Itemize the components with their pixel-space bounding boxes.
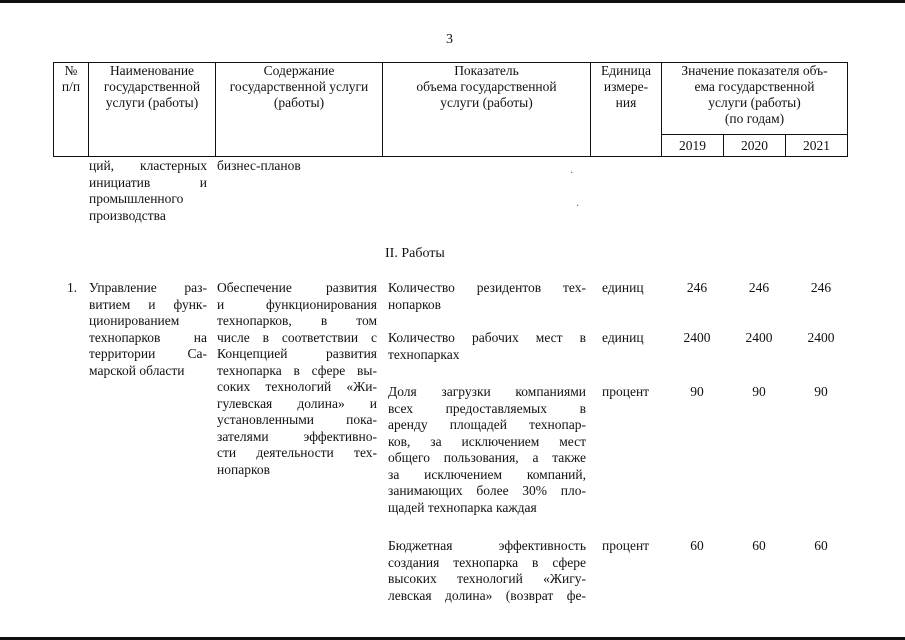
row-service-name: Управление раз- витием и функ- ционированием технопарков на территории Са- марской области: [89, 280, 207, 378]
indicator-budget-efficiency-2020: 60: [752, 538, 766, 553]
header-year-2021: 2021: [786, 135, 848, 157]
scan-speck: ·: [570, 168, 574, 179]
indicator-occupancy-2021: 90: [814, 384, 828, 399]
indicator-occupancy-2020: 90: [752, 384, 766, 399]
scan-speck: ·: [576, 201, 580, 212]
table-header: [53, 62, 848, 157]
indicator-occupancy: Доля загрузки компаниями всех предоставляемых в аренду площадей технопар- ков, за исключением мест общего пользования, а также за исключением компаний, занимающих более 30% пло- щадей технопарка каждая: [388, 384, 586, 515]
header-number: № п/п: [54, 63, 89, 157]
header-service-name: Наименование государственной услуги (работы): [89, 63, 216, 157]
indicator-budget-efficiency-unit: процент: [602, 538, 650, 553]
indicator-jobs-2019: 2400: [683, 330, 711, 345]
indicator-jobs-unit: единиц: [602, 330, 644, 345]
carryover-service-name: ций, кластерных инициатив и промышленного производства: [89, 158, 207, 223]
header-year-2019: 2019: [662, 135, 724, 157]
header-indicator: Показатель объема государственной услуги (работы): [383, 63, 591, 157]
indicator-jobs: Количество рабочих мест в технопарках: [388, 330, 586, 362]
row-service-content: Обеспечение развития и функционирования технопарков, в том числе в соответствии с Концепцией развития технопарка в сфере вы- соких технологий «Жи- гулевская долина» и установленными пока- зателями эффективно- сти деятельности тех- нопарков: [217, 280, 377, 477]
indicator-jobs-2020: 2400: [745, 330, 773, 345]
indicator-budget-efficiency: Бюджетная эффективность создания технопарка в сфере высоких технологий «Жигу- левская долина» (возврат фе-: [388, 538, 586, 603]
header-year-2020: 2020: [724, 135, 786, 157]
indicator-residents-unit: единиц: [602, 280, 644, 295]
header-service-content: Содержание государственной услуги (работы): [216, 63, 383, 157]
row-number: 1.: [66, 280, 78, 295]
header-value: Значение показателя объ- ема государственной услуги (работы) (по годам): [662, 63, 848, 135]
indicator-occupancy-unit: процент: [602, 384, 650, 399]
section-title: II. Работы: [385, 246, 445, 261]
page-top-edge: [0, 0, 905, 3]
page-number: 3: [446, 32, 453, 47]
indicator-budget-efficiency-2019: 60: [690, 538, 704, 553]
indicator-jobs-2021: 2400: [807, 330, 835, 345]
indicator-occupancy-2019: 90: [690, 384, 704, 399]
indicator-residents: Количество резидентов тех- нопарков: [388, 280, 586, 312]
header-unit: Единица измере- ния: [591, 63, 662, 157]
carryover-service-content: бизнес-планов: [217, 158, 301, 173]
indicator-residents-2020: 246: [748, 280, 770, 295]
indicator-residents-2021: 246: [810, 280, 832, 295]
indicator-budget-efficiency-2021: 60: [814, 538, 828, 553]
indicator-residents-2019: 246: [686, 280, 708, 295]
